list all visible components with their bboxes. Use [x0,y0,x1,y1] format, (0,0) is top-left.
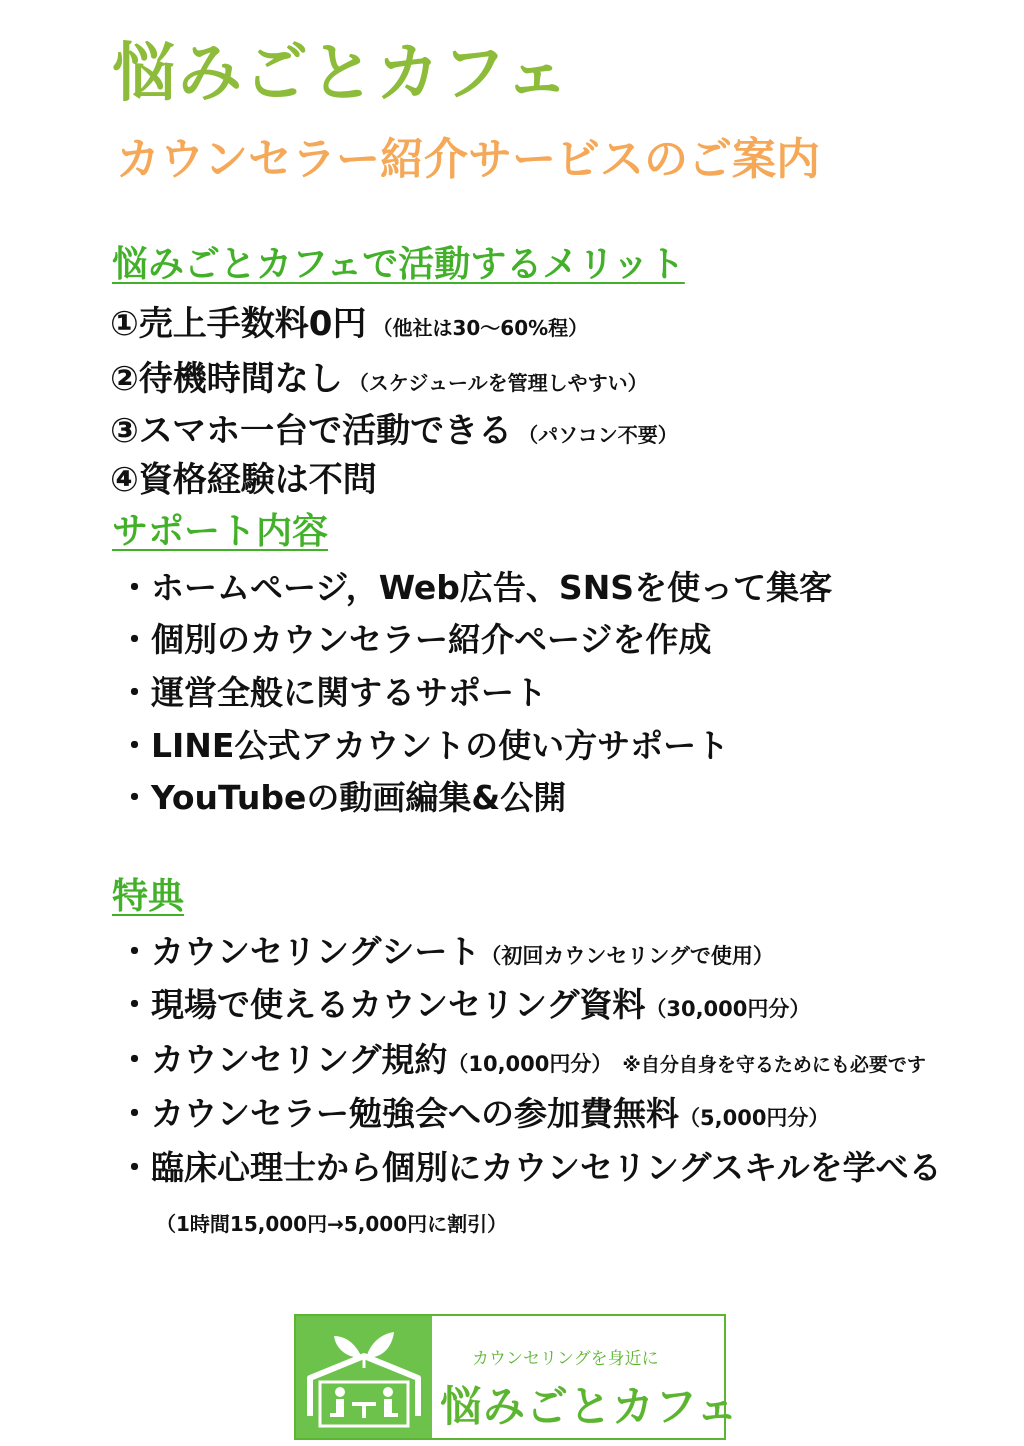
benefit-text: ・カウンセリング規約 [118,1040,448,1079]
support-heading: サポート内容 [112,511,329,552]
merit-item [110,351,648,400]
benefit-text: ・臨床心理士から個別にカウンセリングスキルを学べる [118,1148,942,1187]
support-item: ・YouTubeの動画編集&公開 [118,778,567,817]
page-subtitle: カウンセラー紹介サービスのご案内 [116,134,820,185]
benefit-note: （5,000円分） [679,1106,830,1130]
merit-item [110,403,678,452]
merit-note: （パソコン不要） [518,423,678,447]
house-with-leaf-and-people-icon [296,1316,432,1438]
merit-text: ②待機時間なし [110,359,343,399]
merit-item [110,452,377,501]
benefit-item [118,926,774,973]
benefit-note: （初回カウンセリングで使用） [480,944,774,968]
merit-text: ①売上手数料0円 [110,304,367,344]
benefit-note: （10,000円分） [447,1052,613,1076]
benefit-text: ・カウンセリングシート [118,932,481,971]
page-title: 悩みごとカフェ [112,37,571,111]
support-item: ・運営全般に関するサポート [118,673,547,712]
merit-text: ③スマホ一台で活動できる [110,411,513,451]
benefit-item [118,979,810,1026]
benefit-footnote: （1時間15,000円→5,000円に割引） [156,1212,508,1236]
benefit-text: ・カウンセラー勉強会への参加費無料 [118,1094,679,1133]
merits-heading: 悩みごとカフェで活動するメリット [112,244,685,285]
benefit-warning: ※自分自身を守るためにも必要です [622,1054,926,1076]
benefits-heading: 特典 [112,876,185,917]
logo-tagline: カウンセリングを身近に [472,1349,659,1369]
benefit-item [118,1088,829,1135]
support-item: ・個別のカウンセラー紹介ページを作成 [118,620,712,659]
logo-name: 悩みごとカフェ [440,1382,739,1431]
merit-note: （他社は30〜60%程） [372,316,589,340]
merit-note: （スケジュールを管理しやすい） [348,371,648,395]
cafe-logo [294,1314,739,1440]
support-item: ・ホームページ，Web広告、SNSを使って集客 [118,568,833,607]
merit-item [110,296,588,345]
benefit-item [118,1034,926,1081]
merit-text: ④資格経験は不問 [110,460,377,500]
logo-text-area [432,1316,739,1438]
benefit-item [118,1142,942,1189]
benefit-text: ・現場で使えるカウンセリング資料 [118,985,646,1024]
support-item: ・LINE公式アカウントの使い方サポート [118,726,730,765]
benefit-note: （30,000円分） [645,997,811,1021]
